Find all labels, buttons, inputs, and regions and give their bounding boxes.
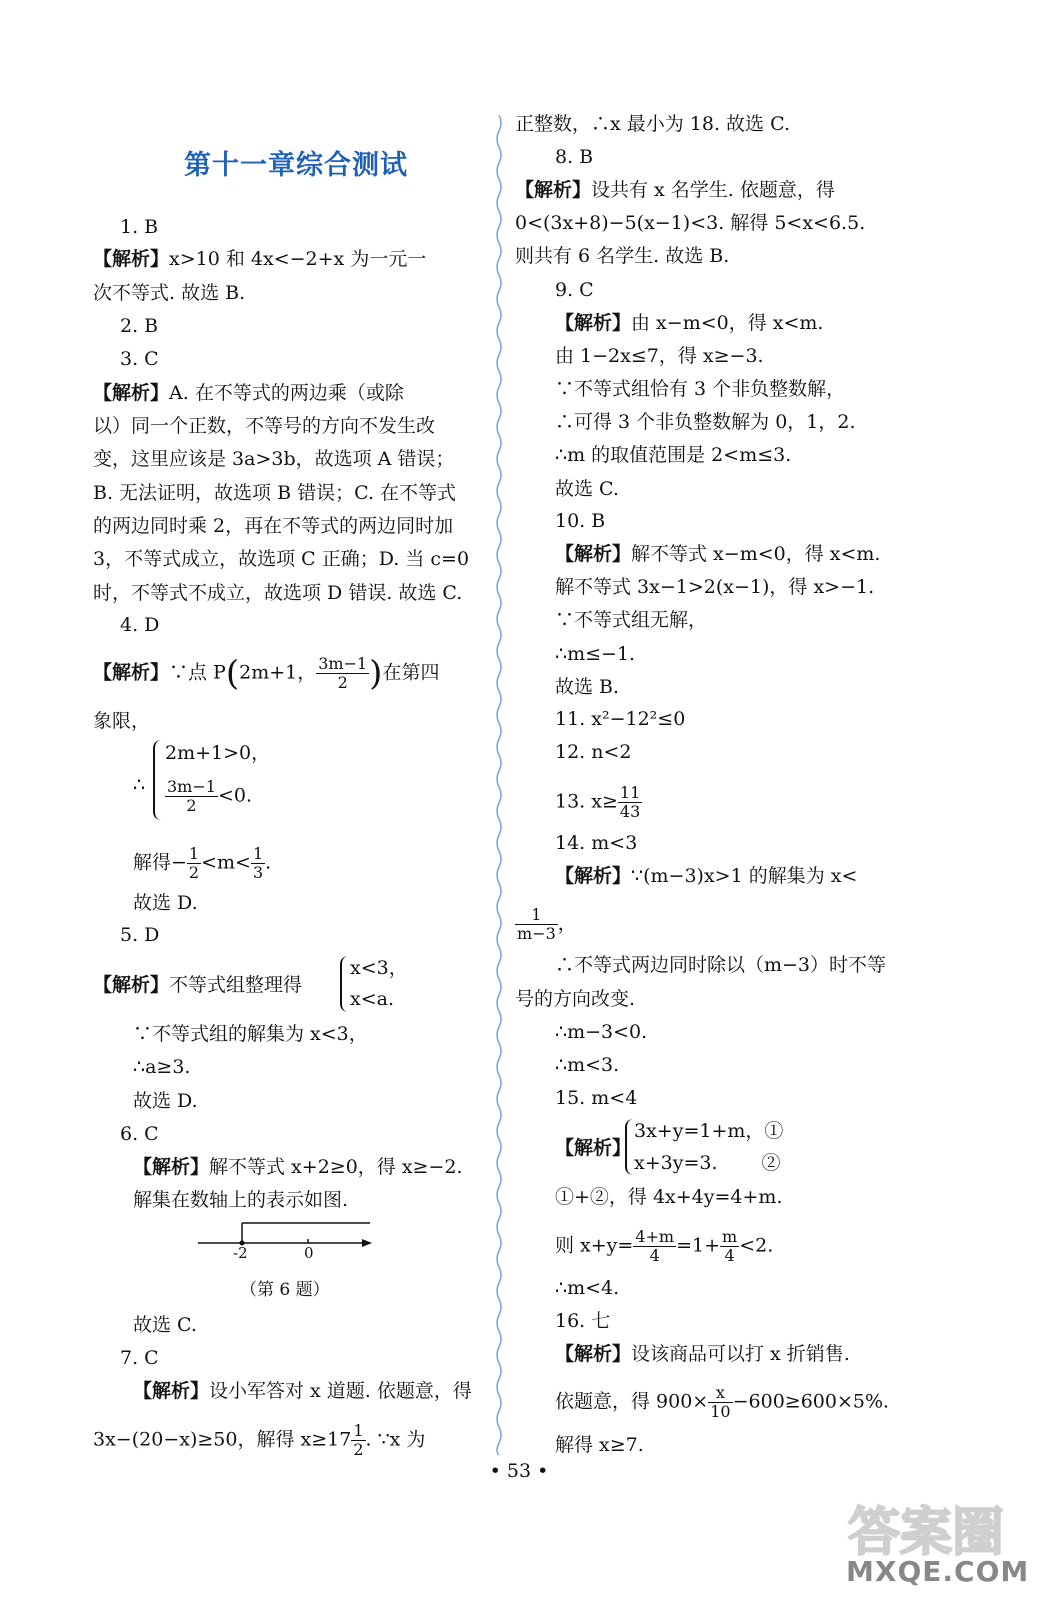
text: ∵(m−3)x>1 的解集为 x<: [631, 865, 858, 887]
watermark-glyphs: 答案圈: [848, 1503, 1005, 1563]
system-line: x<3，: [350, 957, 408, 979]
text-line: 故选 C.: [555, 478, 619, 500]
explanation-14: [555, 863, 857, 889]
answer-7: 7. C: [120, 1347, 159, 1369]
answer-16: 16. 七: [555, 1310, 611, 1332]
text-line: ∴m 的取值范围是 2<m≤3.: [555, 444, 792, 466]
text-line: 次不等式. 故选 B.: [93, 282, 246, 304]
explanation-label: 【解析】: [555, 1343, 632, 1365]
paren: ): [369, 653, 383, 694]
tick-label-neg2: -2: [233, 1244, 248, 1262]
text: 由 x−m<0，得 x<m.: [631, 312, 824, 334]
text: ∵点 P: [169, 661, 226, 684]
explanation-5: [93, 972, 302, 998]
explanation-16: [555, 1341, 850, 1367]
text-line: 则 x+y= $\frac{4+m}{4}$ =1+ $\frac{m}{4}$ <2.: [555, 1227, 774, 1265]
explanation-7: [133, 1378, 472, 1404]
chapter-title: 第十一章综合测试: [184, 150, 408, 181]
fraction: $\frac{3m-1}{2}$: [318, 654, 368, 692]
fraction: $\frac{1}{3}$: [252, 844, 264, 882]
text-line: 以）同一个正数，不等号的方向不发生改: [93, 415, 436, 437]
text-line: 时，不等式不成立，故选项 D 错误. 故选 C.: [93, 582, 463, 604]
paren: (: [225, 653, 240, 694]
answer-8: 8. B: [555, 146, 594, 168]
text-line: 0<(3x+8)−5(x−1)<3. 解得 5<x<6.5.: [515, 212, 866, 234]
figure-caption: （第 6 题）: [240, 1280, 330, 1300]
text: 不等式组整理得: [169, 974, 303, 996]
text-line: 故选 C.: [133, 1314, 197, 1336]
text: 设共有 x 名学生. 依题意，得: [591, 179, 835, 201]
system-line: [165, 778, 252, 815]
system-line: 2m+1>0，: [165, 742, 271, 764]
text-line: 3，不等式成立，故选项 C 正确；D. 当 c=0: [93, 548, 470, 570]
therefore-symbol: ∴: [133, 774, 146, 796]
explanation-label: 【解析】: [93, 382, 170, 404]
system-line: x+3y=3. ②: [634, 1152, 781, 1174]
answer-9: 9. C: [555, 279, 594, 301]
fraction: $\frac{11}{43}$: [619, 783, 641, 821]
answer-11: 11. x²−12²≤0: [555, 708, 686, 730]
text: 2m+1，: [239, 661, 317, 684]
text-line: 故选 B.: [555, 676, 620, 698]
answer-4: 4. D: [120, 614, 160, 636]
text: x>10 和 4x<−2+x 为一元一: [169, 248, 427, 270]
text-line: 解集在数轴上的表示如图.: [133, 1189, 349, 1211]
explanation-label: 【解析】: [555, 312, 632, 334]
explanation-label: 【解析】: [93, 974, 170, 996]
text-line: ∵不等式组无解，: [555, 609, 708, 631]
answer-14: 14. m<3: [555, 832, 638, 854]
solution-line: 解得− $\frac{1}{2}$ <m< $\frac{1}{3}$ .: [133, 844, 272, 882]
text: 设小军答对 x 道题. 依题意，得: [209, 1380, 472, 1402]
system-line: x<a.: [350, 988, 395, 1010]
explanation-label: 【解析】: [515, 179, 592, 201]
explanation-9: [555, 310, 823, 336]
text-line: ∴不等式两边同时除以（m−3）时不等: [555, 954, 887, 976]
text-line: 解得 x≥7.: [555, 1434, 644, 1456]
text-line: 解不等式 3x−1>2(x−1)，得 x>−1.: [555, 576, 875, 598]
fraction: $\frac{1}{m-3}$: [517, 905, 556, 943]
arrow-head: [362, 1239, 372, 1247]
answer-15: 15. m<4: [555, 1087, 638, 1109]
explanation-1: [93, 246, 426, 272]
answer-5: 5. D: [120, 924, 160, 946]
page-number: • 53 •: [489, 1460, 549, 1482]
text-line: ∴a≥3.: [133, 1056, 191, 1078]
text: <0.: [217, 784, 252, 807]
text-line: 号的方向改变.: [515, 988, 636, 1010]
text-line: ∴m≤−1.: [555, 643, 636, 665]
text: 设该商品可以打 x 折销售.: [631, 1343, 850, 1365]
text: 解不等式 x+2≥0，得 x≥−2.: [209, 1156, 463, 1178]
system-line: 3x+y=1+m，①: [634, 1120, 784, 1142]
text-line: ∴m<4.: [555, 1277, 620, 1299]
explanation-label: 【解析】: [133, 1156, 210, 1178]
fraction: $\frac{3m-1}{2}$: [167, 777, 216, 815]
brace: [340, 956, 350, 1012]
fraction: $\frac{x}{10}$: [710, 1383, 731, 1421]
text-line: ∵不等式组恰有 3 个非负整数解，: [555, 378, 846, 400]
text-line: 3x−(20−x)≥50，解得 x≥17 $\frac{1}{2}$ . ∵x 为: [93, 1421, 426, 1459]
number-line-figure: [190, 1215, 380, 1265]
fraction: $\frac{4+m}{4}$: [635, 1227, 675, 1265]
answer-10: 10. B: [555, 510, 606, 532]
text-line: B. 无法证明，故选项 B 错误；C. 在不等式: [93, 482, 457, 504]
answer-2: 2. B: [120, 315, 159, 337]
text-line: 正整数，∴x 最小为 18. 故选 C.: [515, 113, 790, 135]
answer-1: 1. B: [120, 216, 159, 238]
explanation-label: 【解析】: [133, 1380, 210, 1402]
explanation-15: [555, 1135, 631, 1161]
answer-6: 6. C: [120, 1123, 159, 1145]
watermark-text: MXQE.COM: [846, 1555, 1030, 1588]
tick-label-0: 0: [304, 1244, 314, 1262]
explanation-label: 【解析】: [93, 248, 170, 270]
explanation-label: 【解析】: [555, 865, 632, 887]
text-line: ①+②，得 4x+4y=4+m.: [555, 1186, 783, 1208]
explanation-label: 【解析】: [555, 543, 632, 565]
explanation-6: [133, 1154, 463, 1180]
text: A. 在不等式的两边乘（或除: [169, 382, 404, 404]
text-line: ∴可得 3 个非负整数解为 0，1，2.: [555, 411, 856, 433]
explanation-10: [555, 541, 880, 567]
text-line: 变，这里应该是 3a>3b，故选项 A 错误；: [93, 448, 455, 470]
column-divider: [494, 115, 504, 1455]
fraction: $\frac{1}{2}$: [353, 1421, 364, 1459]
text-line: 故选 D.: [133, 1090, 198, 1112]
text-line: 则共有 6 名学生. 故选 B.: [515, 245, 730, 267]
fraction: $\frac{m}{4}$: [722, 1227, 738, 1265]
fraction: $\frac{1}{2}$: [188, 844, 200, 882]
text: 解不等式 x−m<0，得 x<m.: [631, 543, 881, 565]
text-line: 故选 D.: [133, 892, 198, 914]
text-line: ∴m−3<0.: [555, 1021, 648, 1043]
text: 在第四: [382, 661, 440, 684]
explanation-4: [93, 655, 439, 692]
explanation-label: 【解析】: [93, 661, 170, 684]
text-line: 由 1−2x≤7，得 x≥−3.: [555, 345, 764, 367]
text-line: 的两边同时乘 2，再在不等式的两边同时加: [93, 515, 454, 537]
explanation-8: [515, 177, 835, 203]
answer-3: 3. C: [120, 348, 159, 370]
brace: [153, 740, 163, 820]
text-line: ∴m<3.: [555, 1054, 620, 1076]
answer-13: 13. x≥ $\frac{11}{43}$: [555, 783, 641, 821]
explanation-label: 【解析】: [555, 1137, 632, 1159]
answer-12: 12. n<2: [555, 741, 632, 763]
text-line: 象限，: [93, 710, 151, 732]
explanation-3: [93, 380, 404, 406]
text-line: ∵不等式组的解集为 x<3，: [133, 1023, 368, 1045]
text-line: $\frac{1}{m-3}$ ，: [517, 905, 577, 943]
text-line: 依题意，得 900× $\frac{x}{10}$ −600≥600×5%.: [555, 1383, 890, 1421]
